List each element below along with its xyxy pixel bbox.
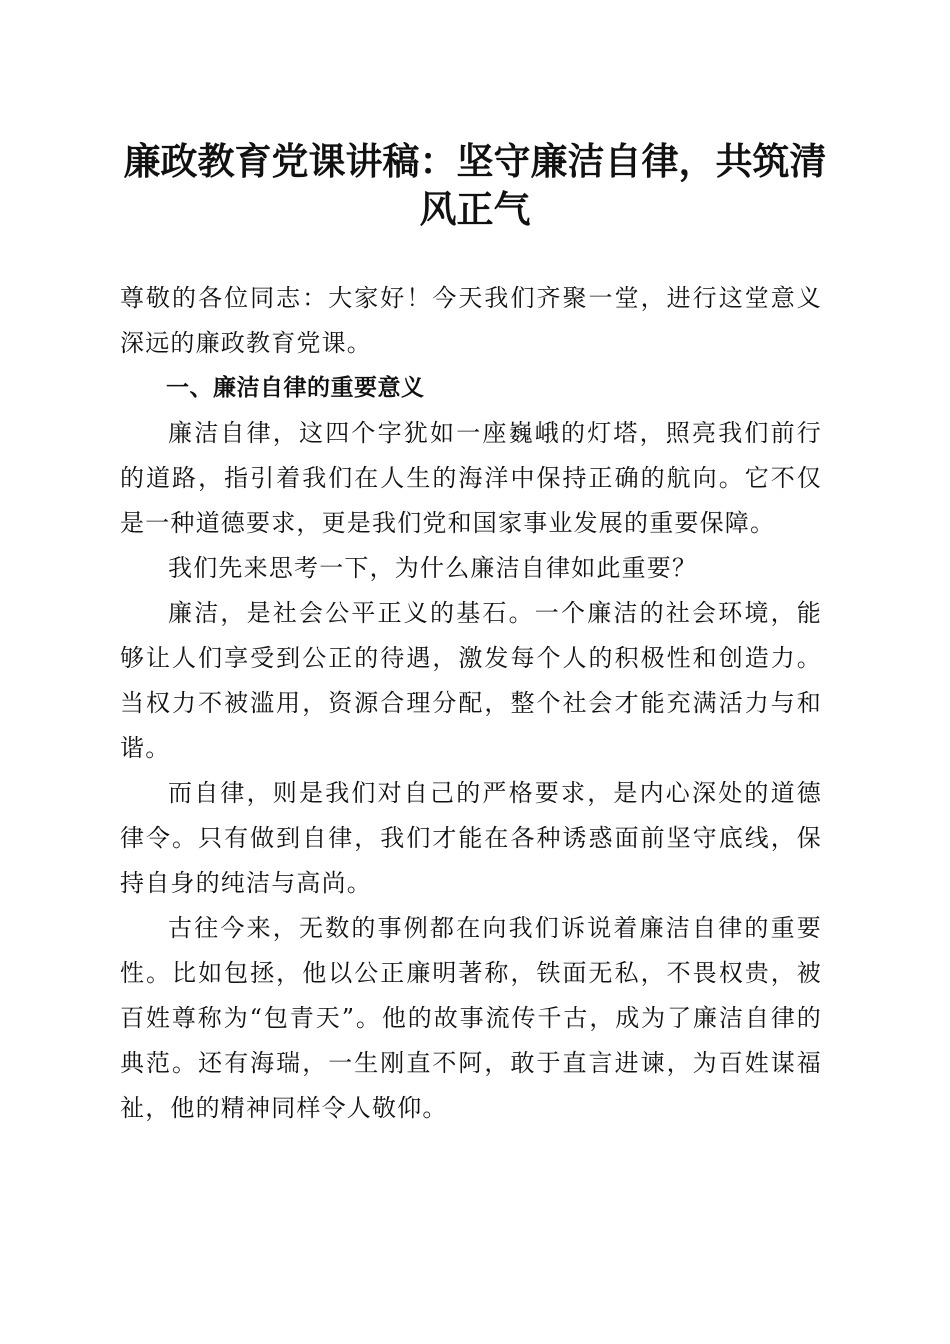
document-title: 廉政教育党课讲稿：坚守廉洁自律，共筑清风正气 (123, 139, 827, 231)
body-paragraph: 我们先来思考一下，为什么廉洁自律如此重要？ (168, 554, 698, 582)
body-paragraph: 廉洁自律，这四个字犹如一座巍峨的灯塔，照亮我们前行的道路，指引着我们在人生的海洋中保持正确的航向。它不仅是一种道德要求，更是我们党和国家事业发展的重要保障。 (120, 419, 822, 537)
document-body (120, 276, 822, 1131)
section-heading: 一、廉洁自律的重要意义 (166, 375, 425, 401)
greeting-paragraph: 尊敬的各位同志：大家好！今天我们齐聚一堂，进行这堂意义深远的廉政教育党课。 (120, 284, 822, 357)
body-paragraph: 而自律，则是我们对自己的严格要求，是内心深处的道德律令。只有做到自律，我们才能在各种诱惑面前坚守底线，保持自身的纯洁与高尚。 (120, 779, 822, 897)
body-paragraph: 古往今来，无数的事例都在向我们诉说着廉洁自律的重要性。比如包拯，他以公正廉明著称，铁面无私，不畏权贵，被百姓尊称为“包青天”。他的故事流传千古，成为了廉洁自律的典范。还有海瑞，一生刚直不阿，敢于直言进谏，为百姓谋福祉，他的精神同样令人敬仰。 (120, 914, 822, 1122)
body-paragraph: 廉洁，是社会公平正义的基石。一个廉洁的社会环境，能够让人们享受到公正的待遇，激发每个人的积极性和创造力。当权力不被滥用，资源合理分配，整个社会才能充满活力与和谐。 (120, 599, 822, 762)
